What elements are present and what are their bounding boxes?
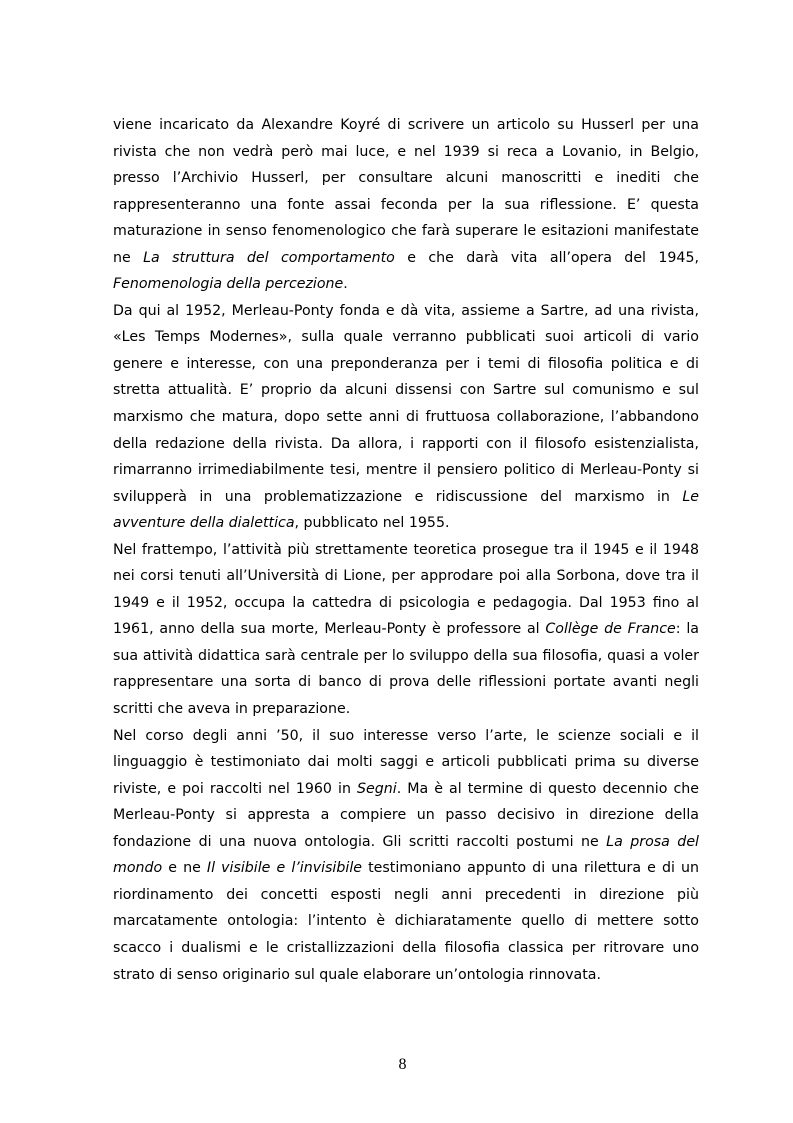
book-title-segni: Segni: [357, 780, 397, 797]
paragraph-text: e ne: [162, 860, 207, 877]
paragraph-text: testimoniano appunto di una rilettura e di un riordinamento dei concetti esposti negli anni precedenti in direzione più marcatamente ontologia: l’intento è dichiaratamente quello di mettere sotto scacco i dualismi e le cristallizzazioni della filosofia classica per ritrovare uno strato di senso originario sul quale elaborare un’ontologia rinnovata.: [113, 860, 699, 983]
paragraph-text: Da qui al 1952, Merleau-Ponty fonda e dà vita, assieme a Sartre, ad una rivista, «Les Temps Modernes», sulla quale verranno pubblicati suoi articoli di vario genere e interesse, con una preponderanza per i temi di filosofia politica e di stretta attualità. E’ proprio da alcuni dissensi con Sartre sul comunismo e sul marxismo che matura, dopo sette anni di fruttuosa collaborazione, l’abbandono della redazione della rivista. Da allora, i rapporti con il filosofo esistenzialista, rimarranno irrimediabilmente tesi, mentre il pensiero politico di Merleau-Ponty si svilupperà in una problematizzazione e ridiscussione del marxismo in: [113, 302, 699, 505]
body-text: [113, 112, 699, 988]
paragraph-text: e che darà vita all’opera del 1945,: [394, 249, 699, 266]
paragraph-text: .: [343, 276, 348, 293]
book-title-la-struttura-del-comportamento: La struttura del comportamento: [143, 249, 395, 266]
book-title-la-prosa-del-mondo: La prosa del mondo: [113, 833, 699, 877]
paragraph-text: . Ma è al termine di questo decennio che Merleau-Ponty si appresta a compiere un passo decisivo in direzione della fondazione di una nuova ontologia. Gli scritti raccolti postumi ne: [113, 780, 699, 850]
paragraph-text: viene incaricato da Alexandre Koyré di scrivere un articolo su Husserl per una rivista che non vedrà però mai luce, e nel 1939 si reca a Lovanio, in Belgio, presso l’Archivio Husserl, per consultare alcuni manoscritti e inediti che rappresenteranno una fonte assai feconda per la sua riflessione. E’ questa maturazione in senso fenomenologico che farà superare le esitazioni manifestate ne: [113, 117, 699, 266]
paragraph-2: [113, 298, 699, 537]
book-title-le-avventure-della-dialettica: Le avventure della dialettica: [113, 488, 699, 532]
paragraph-text: Nel frattempo, l’attività più strettamente teoretica prosegue tra il 1945 e il 1948 nei corsi tenuti all’Università di Lione, per approdare poi alla Sorbona, dove tra il 1949 e il 1952, occupa la cattedra di psicologia e pedagogia. Dal 1953 fino al 1961, anno della sua morte, Merleau-Ponty è professore al: [113, 541, 699, 638]
book-title-il-visibile-e-l-invisibile: Il visibile e l’invisibile: [206, 860, 362, 877]
page-number: 8: [398, 1056, 407, 1073]
paragraph-4: [113, 723, 699, 988]
paragraph-text: : la sua attività didattica sarà centrale per lo sviluppo della sua filosofia, quasi a voler rappresentare una sorta di banco di prova delle riflessioni portate avanti negli scritti che aveva in preparazione.: [113, 621, 699, 718]
paragraph-1: [113, 112, 699, 298]
paragraph-3: [113, 537, 699, 723]
paragraph-text: , pubblicato nel 1955.: [294, 515, 450, 532]
book-title-fenomenologia-della-percezione: Fenomenologia della percezione: [113, 276, 344, 293]
institution-college-de-france: Collège de France: [545, 621, 676, 638]
paragraph-text: Nel corso degli anni ’50, il suo interesse verso l’arte, le scienze sociali e il linguaggio è testimoniato dai molti saggi e articoli pubblicati prima su diverse riviste, e poi raccolti nel 1960 in: [113, 727, 699, 797]
